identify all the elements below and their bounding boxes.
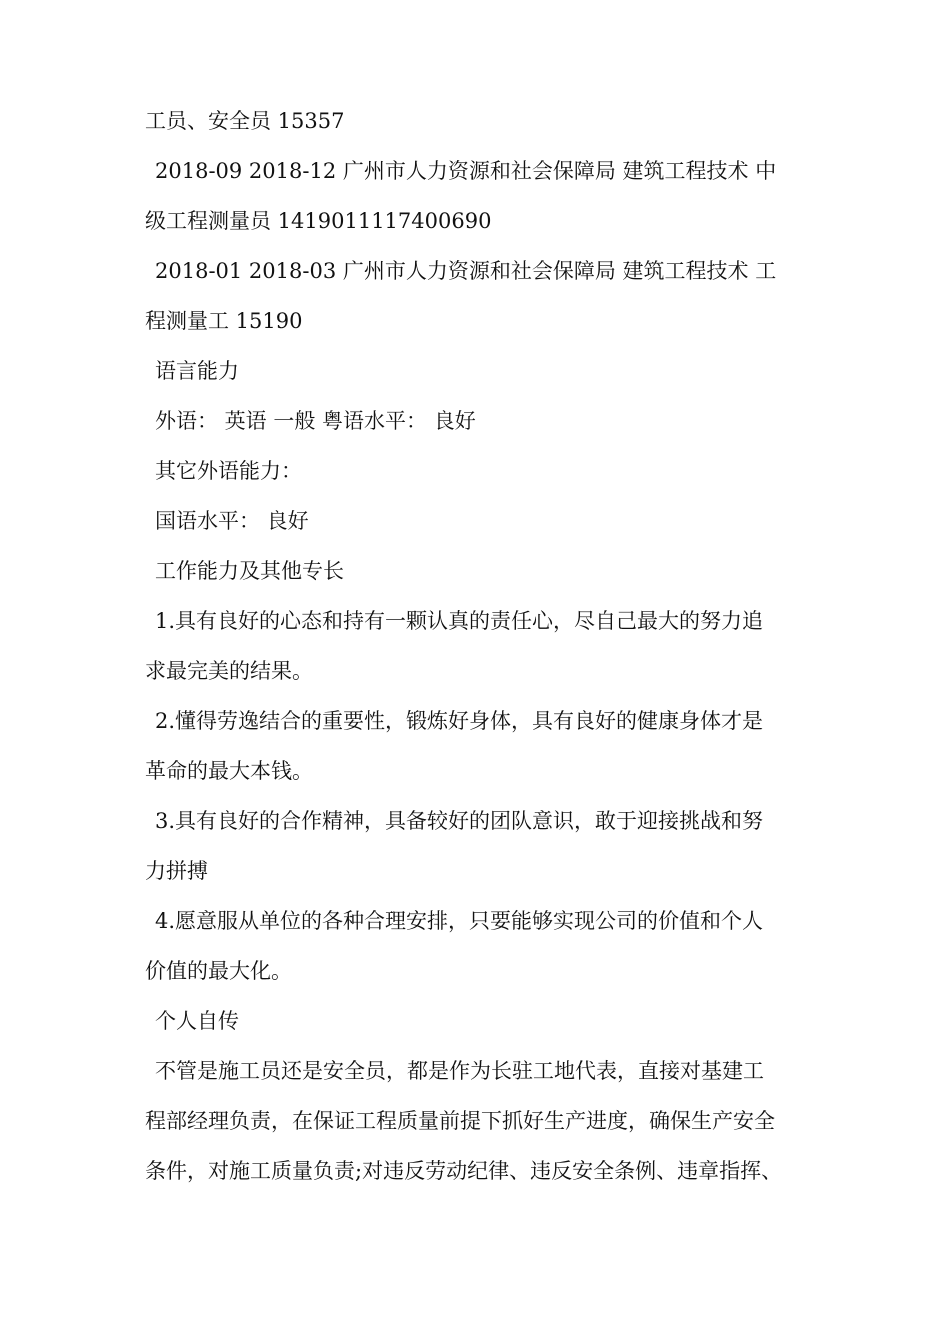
- text-line: 求最完美的结果。: [145, 659, 313, 683]
- text-line: 2018-01 2018-03 广州市人力资源和社会保障局 建筑工程技术 工: [155, 259, 777, 283]
- section-heading-language: 语言能力: [155, 359, 239, 383]
- text-line: 3.具有良好的合作精神，具备较好的团队意识，敢于迎接挑战和努: [155, 809, 764, 833]
- text-line: 程测量工 15190: [145, 309, 303, 333]
- text-line: 外语： 英语 一般 粤语水平： 良好: [155, 409, 476, 433]
- section-heading-autobiography: 个人自传: [155, 1009, 239, 1033]
- text-line: 价值的最大化。: [145, 959, 292, 983]
- text-line: 其它外语能力：: [155, 459, 302, 483]
- text-line: 革命的最大本钱。: [145, 759, 313, 783]
- text-line: 国语水平： 良好: [155, 509, 309, 533]
- text-line: 级工程测量员 1419011117400690: [145, 209, 492, 233]
- text-line: 条件，对施工质量负责;对违反劳动纪律、违反安全条例、违章指挥、: [145, 1159, 783, 1183]
- text-line: 4.愿意服从单位的各种合理安排，只要能够实现公司的价值和个人: [155, 909, 764, 933]
- text-line: 工员、安全员 15357: [145, 109, 345, 133]
- text-line: 程部经理负责，在保证工程质量前提下抓好生产进度，确保生产安全: [145, 1109, 775, 1133]
- document-body: [145, 96, 810, 1196]
- section-heading-skills: 工作能力及其他专长: [155, 559, 344, 583]
- text-line: 不管是施工员还是安全员，都是作为长驻工地代表，直接对基建工: [155, 1059, 764, 1083]
- text-line: 2018-09 2018-12 广州市人力资源和社会保障局 建筑工程技术 中: [155, 159, 777, 183]
- text-line: 1.具有良好的心态和持有一颗认真的责任心，尽自己最大的努力追: [155, 609, 764, 633]
- text-line: 2.懂得劳逸结合的重要性，锻炼好身体，具有良好的健康身体才是: [155, 709, 764, 733]
- text-line: 力拼搏: [145, 859, 208, 883]
